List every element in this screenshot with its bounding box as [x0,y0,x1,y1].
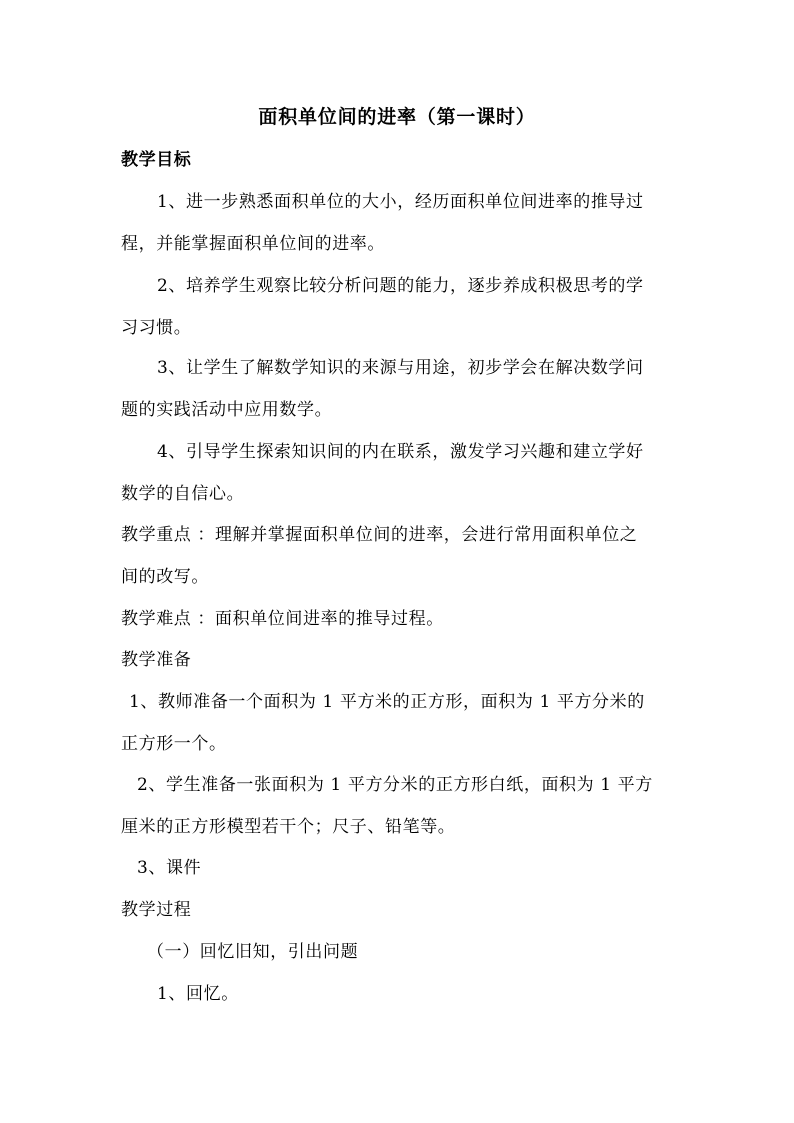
objective-2-line-2: 习习惯。 [121,318,192,338]
objective-3-line-2: 题的实践活动中应用数学。 [121,400,333,420]
process-step-1: 1、回忆。 [157,984,239,1004]
preparation-2-line-1: 2、学生准备一张面积为 1 平方分米的正方形白纸，面积为 1 平方 [137,775,653,795]
difficulty-line: 教学难点 ：面积单位间进率的推导过程。 [121,609,444,629]
preparation-1-line-1: 1、教师准备一个面积为 1 平方米的正方形，面积为 1 平方分米的 [129,692,645,712]
objectives-heading: 教学目标 [121,150,192,170]
objective-4-line-2: 数学的自信心。 [121,484,245,504]
document-title: 面积单位间的进率（第一课时） [258,106,536,128]
key-point-line-1: 教学重点 ：理解并掌握面积单位间的进率，会进行常用面积单位之 [121,525,638,545]
process-section-heading: （一）回忆旧知，引出问题 [147,942,359,962]
objective-1-line-2: 程，并能掌握面积单位间的进率。 [121,234,385,254]
preparation-2-line-2: 厘米的正方形模型若干个；尺子、铅笔等。 [121,817,456,837]
key-point-line-2: 间的改写。 [121,567,209,587]
preparation-1-line-2: 正方形一个。 [121,734,227,754]
process-heading: 教学过程 [121,900,192,920]
objective-4-line-1: 4、引导学生探索知识间的内在联系，激发学习兴趣和建立学好 [157,442,644,462]
objective-2-line-1: 2、培养学生观察比较分析问题的能力，逐步养成积极思考的学 [157,276,644,296]
objective-3-line-1: 3、让学生了解数学知识的来源与用途，初步学会在解决数学问 [157,358,644,378]
preparation-heading: 教学准备 [121,650,192,670]
preparation-3-line: 3、课件 [137,858,202,878]
objective-1-line-1: 1、进一步熟悉面积单位的大小，经历面积单位间进率的推导过 [157,192,644,212]
